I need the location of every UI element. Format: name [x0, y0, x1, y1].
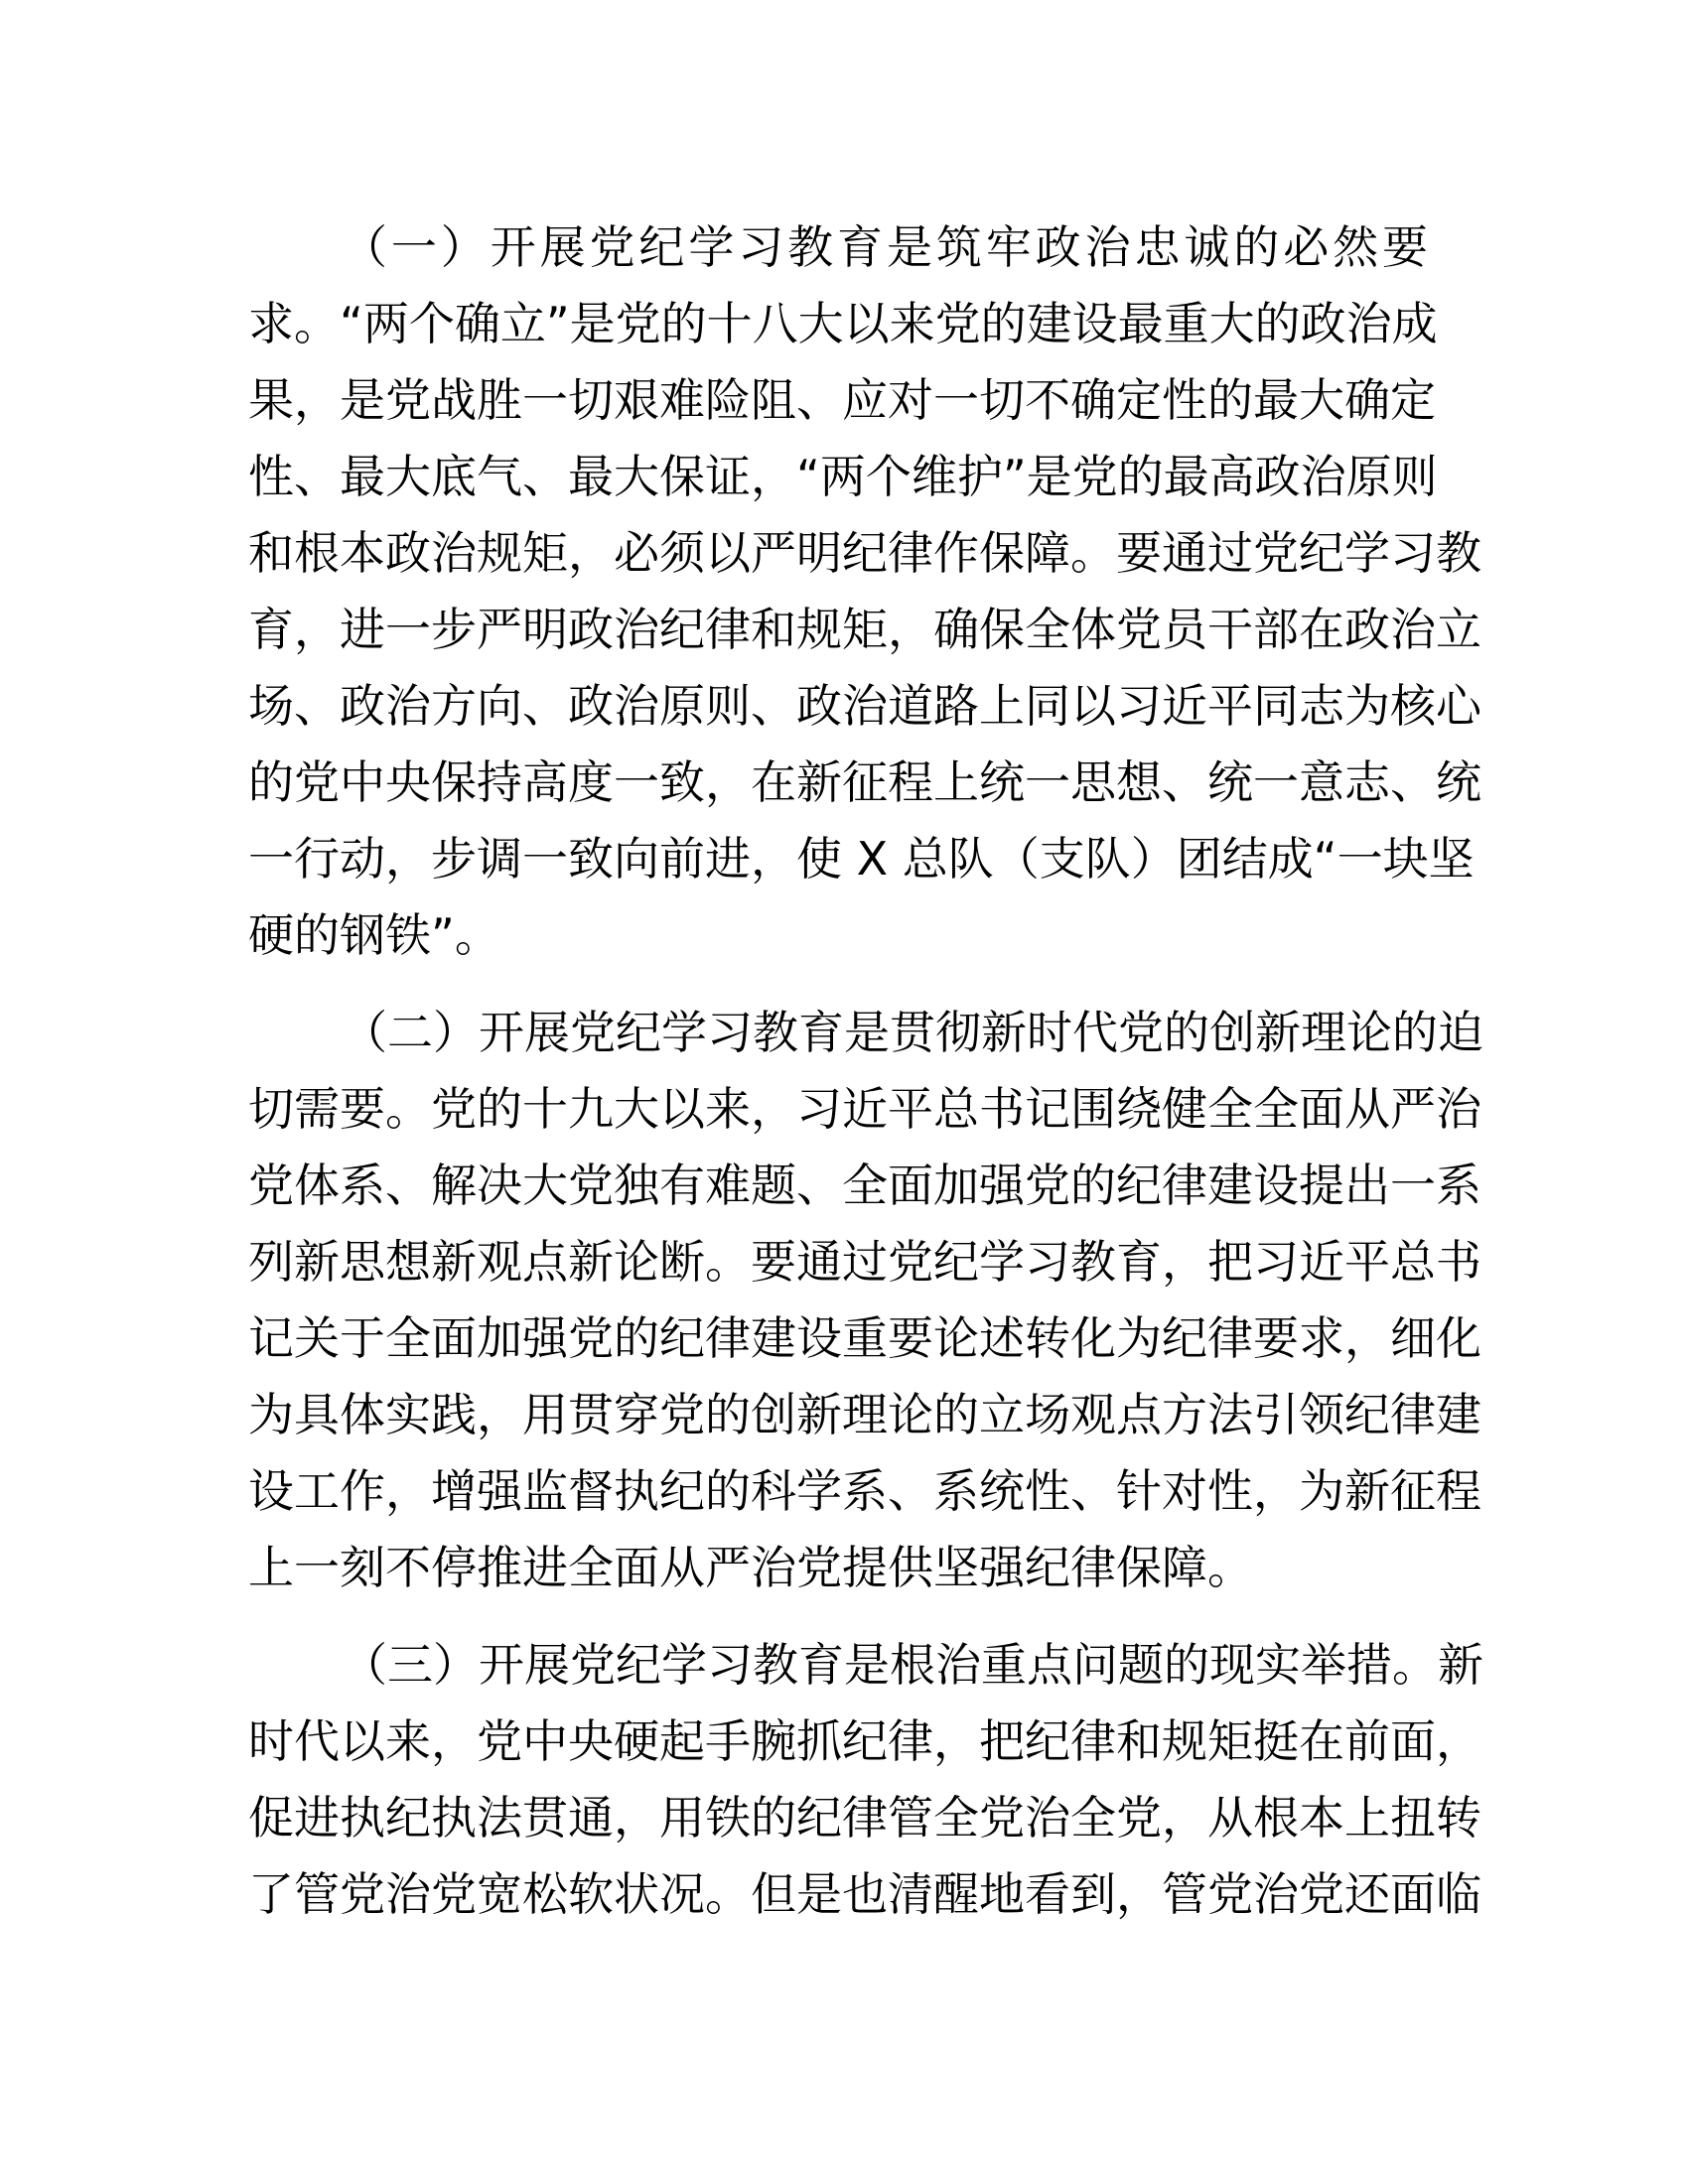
text-line: 设工作，增强监督执纪的科学系、系统性、针对性，为新征程: [248, 1464, 1481, 1518]
text-line: 果，是党战胜一切艰难险阻、应对一切不确定性的最大确定: [248, 373, 1436, 427]
paragraph-3: [248, 1627, 1483, 1933]
text-line: 促进执纪执法贯通，用铁的纪律管全党治全党，从根本上扭转: [248, 1791, 1481, 1844]
text-line: 和根本政治规矩，必须以严明纪律作保障。要通过党纪学习教: [248, 526, 1481, 580]
text-line: 育，进一步严明政治纪律和规矩，确保全体党员干部在政治立: [248, 603, 1481, 656]
text-line: 场、政治方向、政治原则、政治道路上同以习近平同志为核心: [248, 679, 1481, 733]
text-line: 为具体实践，用贯穿党的创新理论的立场观点方法引领纪律建: [248, 1388, 1481, 1441]
text-line: 一行动，步调一致向前进，使 X 总队（支队）团结成“一块坚: [248, 832, 1475, 886]
paragraph-2: [248, 995, 1483, 1606]
text-line: 了管党治党宽松软状况。但是也清醒地看到，管党治党还面临: [248, 1867, 1481, 1921]
text-line: 切需要。党的十九大以来，习近平总书记围绕健全全面从严治: [248, 1082, 1481, 1136]
text-line: 求。“两个确立”是党的十八大以来党的建设最重大的政治成: [248, 297, 1438, 350]
text-line: （三）开展党纪学习教育是根治重点问题的现实举措。新: [342, 1638, 1483, 1692]
text-line: （二）开展党纪学习教育是贯彻新时代党的创新理论的迫: [342, 1006, 1483, 1059]
text-line: 上一刻不停推进全面从严治党提供坚强纪律保障。: [248, 1541, 1253, 1594]
text-line: 记关于全面加强党的纪律建设重要论述转化为纪律要求，细化: [248, 1311, 1481, 1365]
text-line: （一）开展党纪学习教育是筑牢政治忠诚的必然要: [342, 220, 1428, 274]
text-line: 时代以来，党中央硬起手腕抓纪律，把纪律和规矩挺在前面，: [248, 1714, 1481, 1768]
text-line: 硬的钢铁”。: [248, 908, 500, 962]
text-line: 党体系、解决大党独有难题、全面加强党的纪律建设提出一系: [248, 1159, 1481, 1212]
text-line: 性、最大底气、最大保证，“两个维护”是党的最高政治原则: [248, 450, 1438, 503]
text-line: 列新思想新观点新论断。要通过党纪学习教育，把习近平总书: [248, 1235, 1481, 1289]
paragraph-1: [248, 209, 1481, 974]
text-line: 的党中央保持高度一致，在新征程上统一思想、统一意志、统: [248, 755, 1481, 809]
document-page: [248, 209, 1483, 1954]
